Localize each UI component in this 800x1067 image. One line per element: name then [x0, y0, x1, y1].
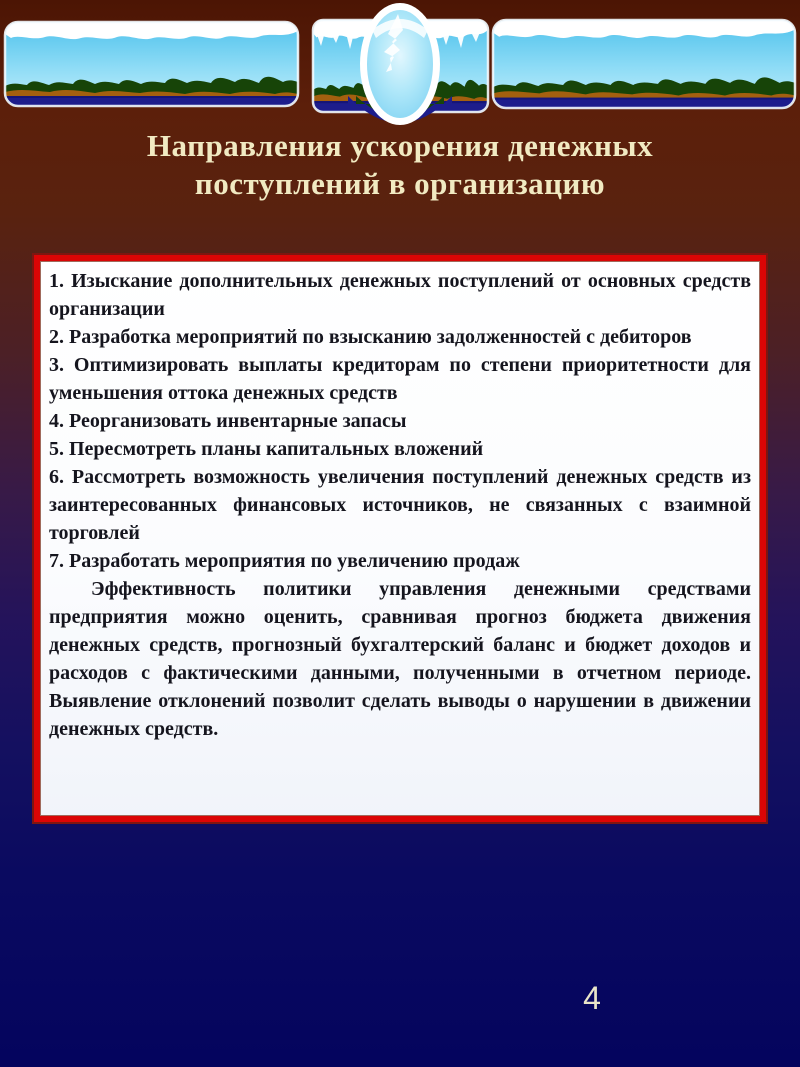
list-item: 5. Пересмотреть планы капитальных вложений — [49, 438, 484, 460]
slide-title — [0, 127, 800, 203]
summary-paragraph: Эффективность политики управления денежными средствами предприятия можно оценить, сравнивая прогноз бюджета движения денежных средств, прогнозный бухгалтерский баланс и бюджет доходов и расходов с фактическими данными, полученными в отчетном периоде. Выявление отклонений позволит сделать выводы о нарушении в движении денежных средств. — [49, 578, 751, 740]
slide-title-line2: поступлений в организацию — [194, 166, 606, 201]
list-item: 1. Изыскание дополнительных денежных поступлений от основных средств организации — [49, 270, 751, 320]
list-item: 4. Реорганизовать инвентарные запасы — [49, 410, 407, 432]
slide-title-line1: Направления ускорения денежных — [146, 128, 654, 163]
page-number: 4 — [583, 980, 601, 1016]
list-item: 3. Оптимизировать выплаты кредиторам по степени приоритетности для уменьшения оттока денежных средств — [49, 354, 751, 404]
landscape-banner-graphic — [0, 0, 800, 130]
list-item: 2. Разработка мероприятий по взысканию задолженностей с дебиторов — [49, 326, 692, 348]
content-box — [34, 255, 766, 822]
list-item: 7. Разработать мероприятия по увеличению продаж — [49, 550, 520, 572]
list-item: 6. Рассмотреть возможность увеличения поступлений денежных средств из заинтересованных финансовых источников, не связанных с взаимной торговлей — [49, 466, 751, 544]
